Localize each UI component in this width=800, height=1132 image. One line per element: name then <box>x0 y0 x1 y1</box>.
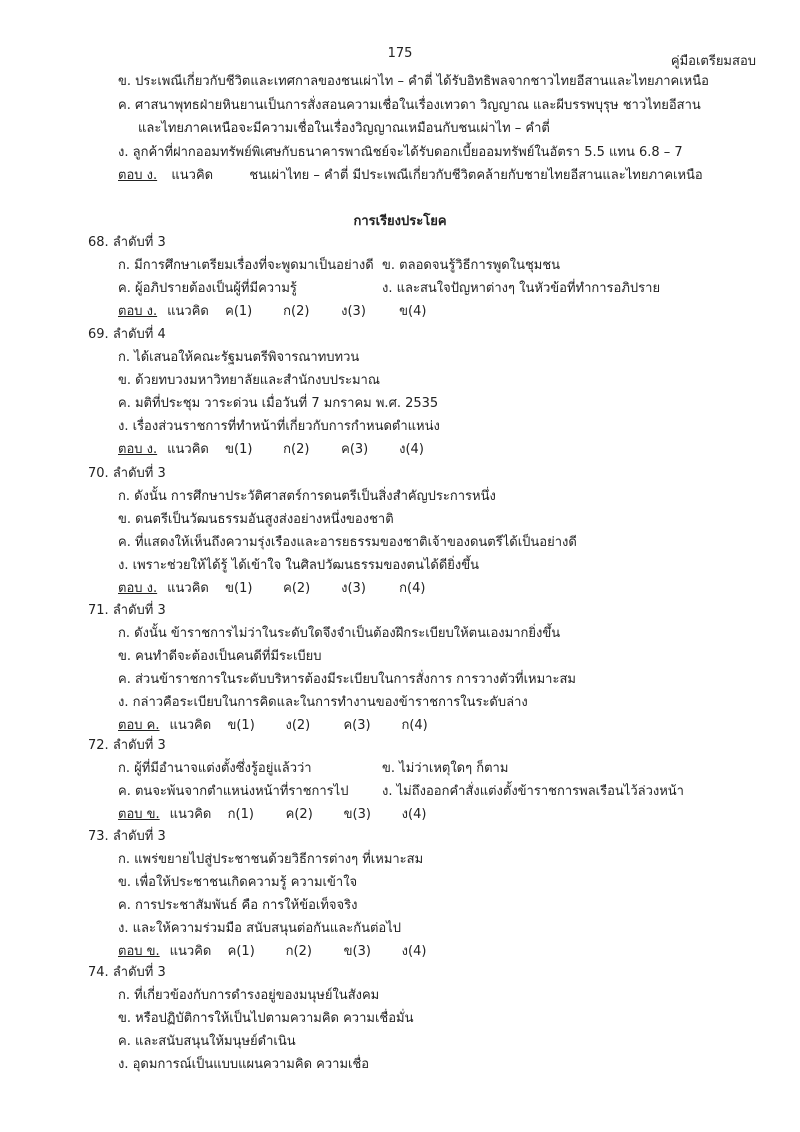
option-kho-khwai: ค. การประชาสัมพันธ์ คือ การให้ข้อเท็จจริง <box>118 898 358 913</box>
option-ngo: ง. กล่าวคือระเบียบในการคิดและในการทำงานของข้าราชการในระดับล่าง <box>118 695 528 710</box>
answer-row: ตอบ ง. แนวคิด ข(1) ก(2) ค(3) ง(4) <box>118 440 457 460</box>
answer-label: ตอบ ง. <box>118 442 158 457</box>
section-title: การเรียงประโยค <box>353 214 447 229</box>
option-kho: ข. หรือปฏิบัติการให้เป็นไปตามความคิด ความเชื่อมั่น <box>118 1011 414 1026</box>
concept-label: แนวคิด <box>169 718 212 733</box>
question-prompt: ลำดับที่ 4 <box>112 327 166 342</box>
question-number: 73. <box>88 829 109 844</box>
question-prompt: ลำดับที่ 3 <box>112 235 166 250</box>
question-74-header <box>88 963 166 983</box>
answer-row: ตอบ ง. แนวคิด ค(1) ก(2) ง(3) ข(4) <box>118 302 457 322</box>
answer-explanation: ชนเผ่าไทย – คำตี่ มีประเพณีเกี่ยวกับชีวิตคล้ายกับชายไทยอีสานและไทยภาคเหนือ <box>249 168 703 183</box>
question-prompt: ลำดับที่ 3 <box>112 829 166 844</box>
option-kho: ข. ด้วยทบวงมหาวิทยาลัยและสำนักงบประมาณ <box>118 373 380 388</box>
option-kho: ข. ไม่ว่าเหตุใดๆ ก็ตาม <box>382 761 509 776</box>
option-ngo: ง. และสนใจปัญหาต่างๆ ในหัวข้อที่ทำการอภิปราย <box>382 281 661 296</box>
option-kho-khwai: ค. ตนจะพ้นจากตำแหน่งหน้าที่ราชการไป <box>118 784 349 799</box>
question-72-header <box>88 736 166 756</box>
carryover-option-kho-khwai: ค. ศาสนาพุทธฝ่ายหินยานเป็นการสั่งสอนความเชื่อในเรื่องเทวดา วิญญาณ และผีบรรพบุรุษ ชาวไทยอีสาน <box>118 98 701 113</box>
running-header-title: คู่มือเตรียมสอบ <box>670 54 756 69</box>
question-prompt: ลำดับที่ 3 <box>112 603 166 618</box>
option-ngo: ง. และให้ความร่วมมือ สนับสนุนต่อกันและกันต่อไป <box>118 921 402 936</box>
concept-label: แนวคิด <box>169 944 212 959</box>
option-ko: ก. แพร่ขยายไปสู่ประชาชนด้วยวิธีการต่างๆ ที่เหมาะสม <box>118 852 424 867</box>
option-ngo: ง. ไม่ถึงออกคำสั่งแต่งตั้งข้าราชการพลเรือนไว้ล่วงหน้า <box>382 784 684 799</box>
option-kho-khwai: ค. และสนับสนุนให้มนุษย์ดำเนิน <box>118 1034 296 1049</box>
concept-label: แนวคิด <box>167 442 209 457</box>
answer-row: ตอบ ง. แนวคิด ข(1) ค(2) ง(3) ก(4) <box>118 579 457 599</box>
option-ko: ก. ผู้ที่มีอำนาจแต่งตั้งซึ่งรู้อยู่แล้วว่า <box>118 761 312 776</box>
option-kho-khwai: ค. มติที่ประชุม วาระด่วน เมื่อวันที่ 7 มกราคม พ.ศ. 2535 <box>118 396 439 411</box>
page-number: 175 <box>387 46 413 61</box>
answer-label: ตอบ ค. <box>118 718 160 733</box>
option-kho-khwai: ค. ที่แสดงให้เห็นถึงความรุ่งเรืองและอารยธรรมของชาติเจ้าของดนตรีได้เป็นอย่างดี <box>118 535 577 550</box>
concept-label: แนวคิด <box>167 581 209 596</box>
answer-label: ตอบ ข. <box>118 944 160 959</box>
answer-row: ตอบ ข. แนวคิด ก(1) ค(2) ข(3) ง(4) <box>118 805 460 825</box>
option-ko: ก. ที่เกี่ยวข้องกับการดำรงอยู่ของมนุษย์ในสังคม <box>118 988 380 1003</box>
answer-label: ตอบ ง. <box>118 581 158 596</box>
option-ko: ก. ดังนั้น การศึกษาประวัติศาสตร์การดนตรีเป็นสิ่งสำคัญประการหนึ่ง <box>118 489 496 504</box>
option-ngo: ง. อุดมการณ์เป็นแบบแผนความคิด ความเชื่อ <box>118 1057 370 1072</box>
carryover-option-ngo: ง. ลูกค้าที่ฝากออมทรัพย์พิเศษกับธนาคารพาณิชย์จะได้รับดอกเบี้ยออมทรัพย์ในอัตรา 5.5 แทน 6.8 – 7 <box>118 145 683 160</box>
answer-row: ตอบ ค. แนวคิด ข(1) ง(2) ค(3) ก(4) <box>118 716 459 736</box>
option-ngo: ง. เพราะช่วยให้ได้รู้ ได้เข้าใจ ในศิลปวัฒนธรรมของตนได้ดียิ่งขึ้น <box>118 558 479 573</box>
question-73-header <box>88 827 166 847</box>
question-prompt: ลำดับที่ 3 <box>112 466 166 481</box>
concept-label: แนวคิด <box>167 304 209 319</box>
carryover-answer <box>118 166 703 186</box>
answer-label: ตอบ ง. <box>118 168 158 183</box>
question-69-header <box>88 325 166 345</box>
concept-label: แนวคิด <box>169 807 212 822</box>
question-70-header <box>88 464 166 484</box>
question-number: 70. <box>88 466 109 481</box>
question-number: 72. <box>88 738 109 753</box>
option-kho-khwai: ค. ส่วนข้าราชการในระดับบริหารต้องมีระเบียบในการสั่งการ การวางตัวที่เหมาะสม <box>118 672 576 687</box>
carryover-option-kho-khwai-cont: และไทยภาคเหนือจะมีความเชื่อในเรื่องวิญญาณเหมือนกับชนเผ่าไท – คำตี่ <box>138 121 550 136</box>
answer-label: ตอบ ง. <box>118 304 158 319</box>
concept-label: แนวคิด <box>171 168 214 183</box>
question-number: 69. <box>88 327 109 342</box>
answer-label: ตอบ ข. <box>118 807 160 822</box>
option-kho: ข. ดนตรีเป็นวัฒนธรรมอันสูงส่งอย่างหนึ่งของชาติ <box>118 512 394 527</box>
option-kho: ข. เพื่อให้ประชาชนเกิดความรู้ ความเข้าใจ <box>118 875 358 890</box>
option-kho-khwai: ค. ผู้อภิปรายต้องเป็นผู้ที่มีความรู้ <box>118 281 297 296</box>
question-number: 68. <box>88 235 109 250</box>
option-ngo: ง. เรื่องส่วนราชการที่ทำหน้าที่เกี่ยวกับการกำหนดตำแหน่ง <box>118 419 440 434</box>
option-kho: ข. ตลอดจนรู้วิธีการพูดในชุมชน <box>382 258 561 273</box>
question-prompt: ลำดับที่ 3 <box>112 965 166 980</box>
question-68-header <box>88 233 166 253</box>
option-ko: ก. ดังนั้น ข้าราชการไม่ว่าในระดับใดจึงจำเป็นต้องฝึกระเบียบให้ตนเองมากยิ่งขึ้น <box>118 626 561 641</box>
question-number: 71. <box>88 603 109 618</box>
question-number: 74. <box>88 965 109 980</box>
option-ko: ก. มีการศึกษาเตรียมเรื่องที่จะพูดมาเป็นอย่างดี <box>118 258 374 273</box>
option-kho: ข. คนทำดีจะต้องเป็นคนดีที่มีระเบียบ <box>118 649 322 664</box>
question-prompt: ลำดับที่ 3 <box>112 738 166 753</box>
option-ko: ก. ได้เสนอให้คณะรัฐมนตรีพิจารณาทบทวน <box>118 350 360 365</box>
carryover-option-kho: ข. ประเพณีเกี่ยวกับชีวิตและเทศกาลของชนเผ่าไท – คำตี่ ได้รับอิทธิพลจากชาวไทยอีสานและไทยภาคเหนือ <box>118 74 709 89</box>
answer-row: ตอบ ข. แนวคิด ค(1) ก(2) ข(3) ง(4) <box>118 942 460 962</box>
question-71-header <box>88 601 166 621</box>
